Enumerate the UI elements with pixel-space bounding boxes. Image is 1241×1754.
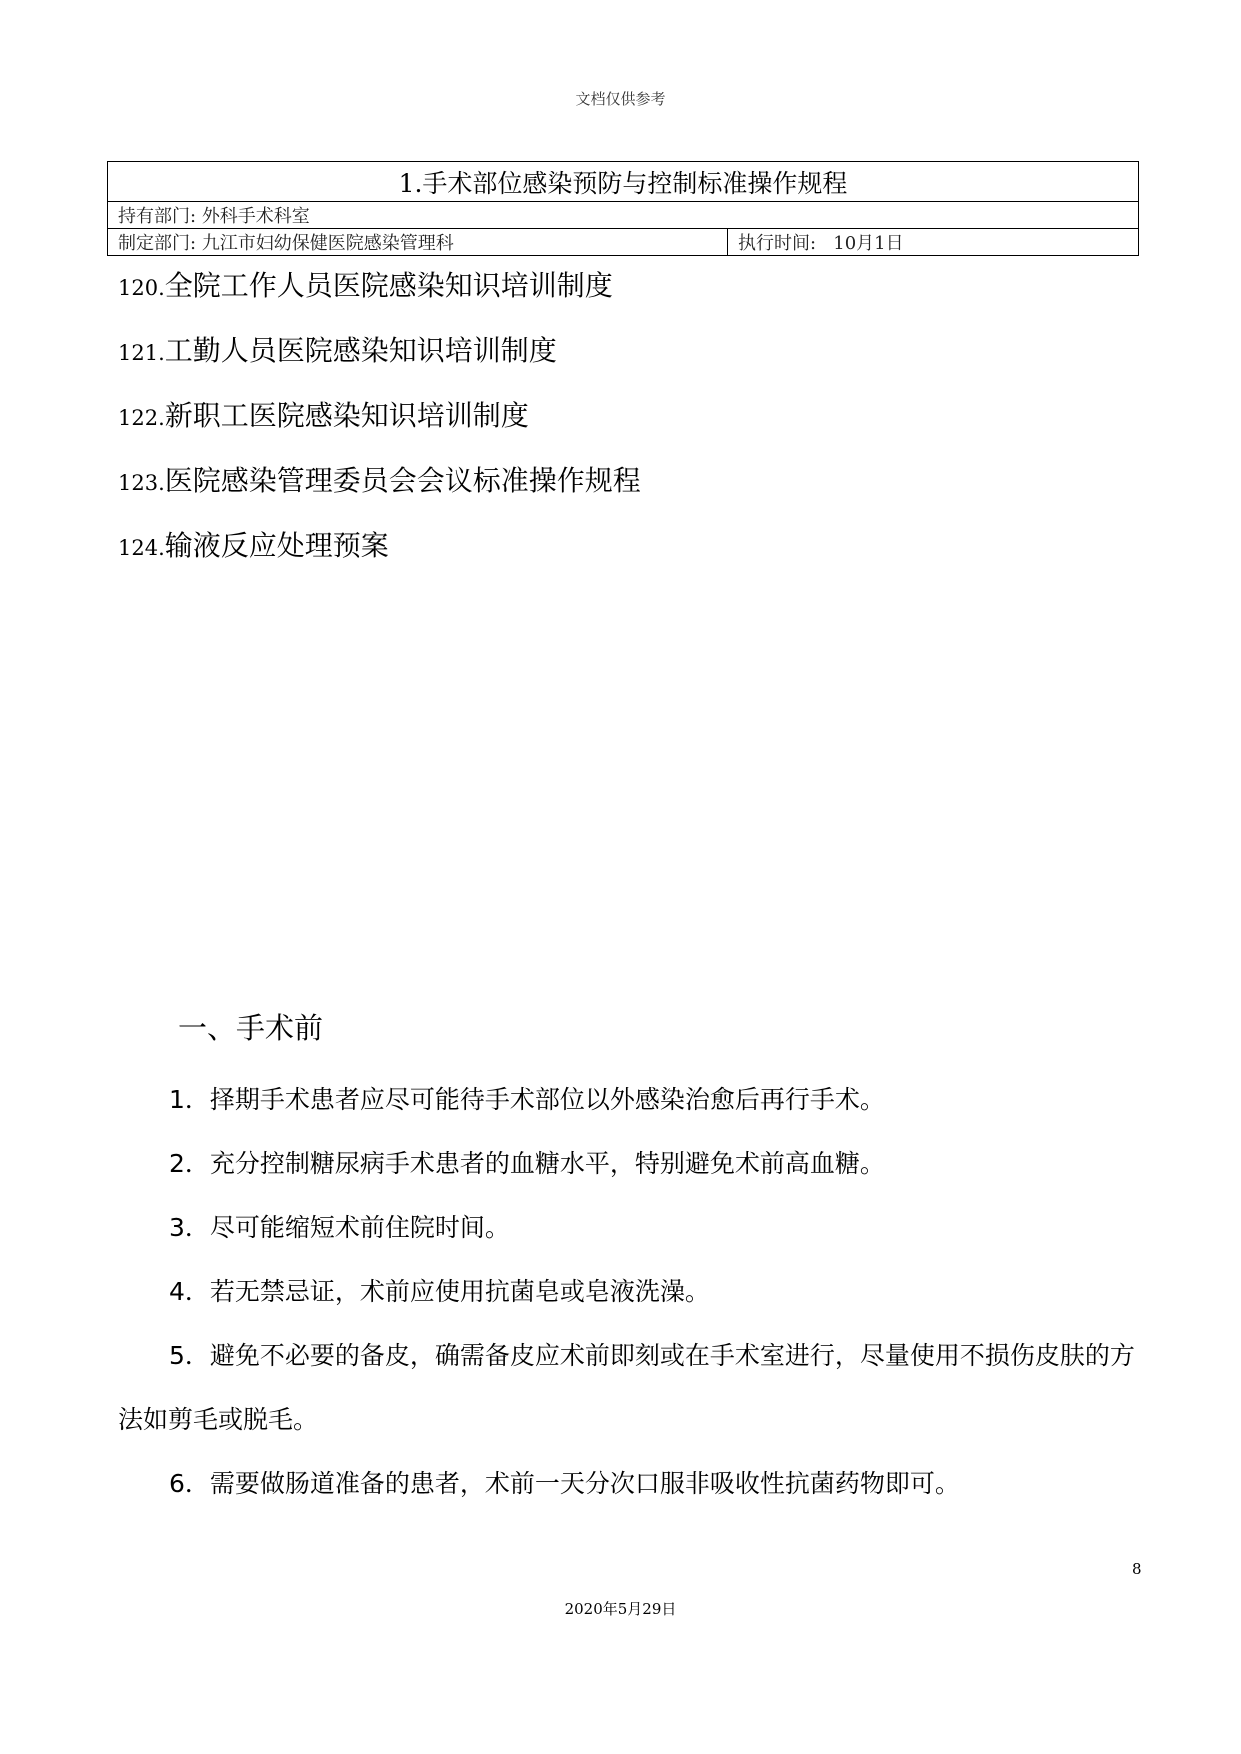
paragraph-item: 3．尽可能缩短术前住院时间。 [169,1213,510,1242]
toc-title: 医院感染管理委员会会议标准操作规程 [164,464,641,497]
toc-title: 新职工医院感染知识培训制度 [164,399,529,432]
maker-label: 制定部门: [118,233,197,254]
maker-value: 九江市妇幼保健医院感染管理科 [201,233,454,254]
exec-value: 10月1日 [833,233,904,254]
toc-number: 124. [118,536,165,560]
toc-number: 120. [118,276,165,300]
paragraph-item: 1．择期手术患者应尽可能待手术部位以外感染治愈后再行手术。 [169,1085,885,1114]
body-text [118,1068,1158,1516]
toc-item[interactable] [118,463,641,528]
execution-time-cell [728,229,1139,256]
section-heading: 一、手术前 [178,1011,324,1045]
toc-item[interactable] [118,268,641,333]
procedure-info-table [107,161,1139,256]
header-note: 文档仅供参考 [575,90,666,108]
holder-label: 持有部门: [118,206,197,227]
toc-item[interactable] [118,528,641,593]
procedure-title: 1.手术部位感染预防与控制标准操作规程 [108,162,1139,202]
holder-value: 外科手术科室 [201,206,310,227]
holder-department-row [108,202,1139,229]
toc-item[interactable] [118,333,641,398]
toc-title: 工勤人员医院感染知识培训制度 [164,334,557,367]
footer-date: 2020年5月29日 [564,1600,677,1618]
exec-label: 执行时间: [738,233,817,254]
paragraph-item: 5．避免不必要的备皮，确需备皮应术前即刻或在手术室进行，尽量使用不损伤皮肤的方法如剪毛或脱毛。 [118,1341,1135,1434]
toc-item[interactable] [118,398,641,463]
paragraph-item: 4．若无禁忌证，术前应使用抗菌皂或皂液洗澡。 [169,1277,710,1306]
toc-number: 122. [118,406,165,430]
toc-number: 123. [118,471,165,495]
toc-number: 121. [118,341,165,365]
page-number: 8 [1132,1560,1142,1578]
maker-department-cell [108,229,728,256]
toc-list [118,268,641,593]
toc-title: 输液反应处理预案 [164,529,389,562]
toc-title: 全院工作人员医院感染知识培训制度 [164,269,613,302]
paragraph-item: 6．需要做肠道准备的患者，术前一天分次口服非吸收性抗菌药物即可。 [169,1469,960,1498]
paragraph-item: 2．充分控制糖尿病手术患者的血糖水平，特别避免术前高血糖。 [169,1149,885,1178]
